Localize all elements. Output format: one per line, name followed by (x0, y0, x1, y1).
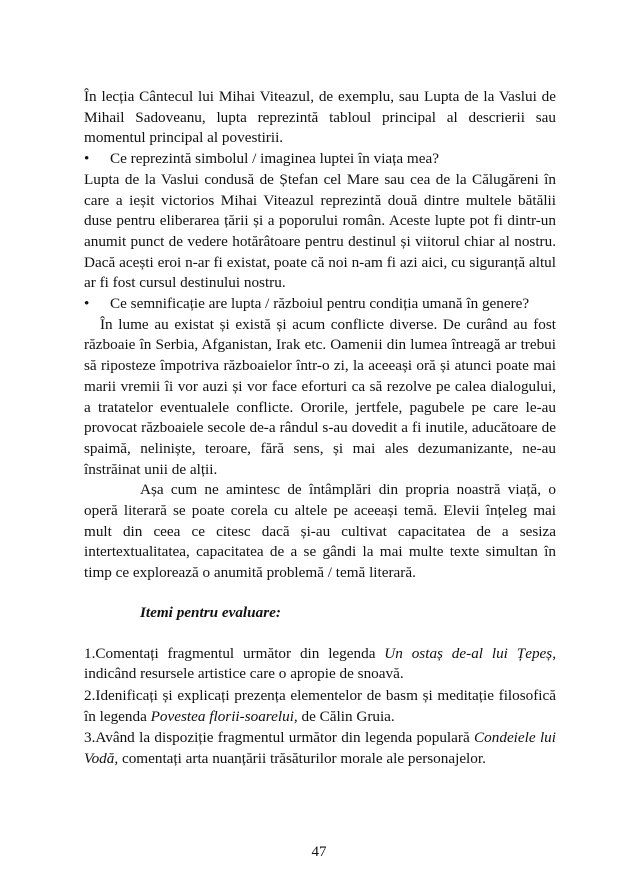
item-text: comentați arta nuanțării trăsăturilor morale ale personajelor. (118, 750, 486, 768)
paragraph-conflicts: În lume au existat și există și acum conflicte diverse. De curând au fost războaie în Serbia, Afganistan, Irak etc. Oamenii din lumea întreagă ar trebui să riposteze împotriva războaielor într-o zi, la aceeași oră și atunci poate mai marii vremii îi vor auzi și vor face eforturi ca să rezolve pe calea dialogului, a tratatelor eventualele conflicte. Ororile, jertfele, pagubele pe care le-au provocat războaiele secole de-a rândul s-au dovedit a fi inutile, aducătoare de spaimă, neliniște, teroare, fără sens, și mai ales dezumanizante, ne-au înstrăinat unii de alții. (84, 315, 556, 478)
bullet-question-text: Ce semnificație are lupta / războiul pentru condiția umană în genere? (110, 295, 530, 313)
item-work-title: Povestea florii-soarelui, (150, 707, 298, 725)
bullet-dot: • (84, 295, 90, 313)
evaluation-heading: Itemi pentru evaluare: (140, 603, 281, 621)
item-text: 3.Având la dispoziție fragmentul următor din legenda populară (84, 729, 475, 747)
document-page (84, 87, 556, 770)
bullet-question-symbol (84, 149, 556, 170)
bullet-question-text: Ce reprezintă simbolul / imaginea luptei în viața mea? (110, 150, 439, 168)
paragraph-intertextuality: Așa cum ne amintesc de întâmplări din propria noastră viață, o operă literară se poate corela cu altele pe aceeași temă. Elevii înțeleg mai mult din ceea ce citesc dacă și-au cultivat capacitatea de a sesiza intertextualitatea, capacitatea de a se gândi la mai multe texte simultan în timp ce explorează o anumită problemă / temă literară. (84, 481, 556, 582)
item-work-title: Condeiele lui Vodă, (84, 729, 556, 768)
evaluation-item-3 (84, 728, 556, 769)
evaluation-item-1 (84, 644, 556, 685)
bullet-dot: • (84, 150, 90, 168)
evaluation-item-2 (84, 686, 556, 727)
item-text: indicând resursele artistice care o apropie de snoavă. (84, 665, 404, 683)
bullet-question-war (84, 294, 556, 315)
item-text: de Călin Gruia. (297, 707, 395, 725)
item-text: 1.Comentați fragmentul următor din legenda (84, 644, 385, 662)
item-text: 2.Idenificați și explicați prezența elementelor de basm și meditație filosofică în legenda (84, 686, 556, 725)
page-number: 47 (311, 844, 327, 860)
paragraph-intro: În lecția Cântecul lui Mihai Viteazul, de exemplu, sau Lupta de la Vaslui de Mihail Sadoveanu, lupta reprezintă tabloul principal al descrierii sau momentul principal al povestirii. (84, 88, 556, 147)
paragraph-battles: Lupta de la Vaslui condusă de Ștefan cel Mare sau cea de la Călugăreni în care a ieșit victorios Mihai Viteazul reprezintă două dintre multele bătălii duse pentru eliberarea țării și a poporului român. Aceste lupte pot fi dintr-un anumit punct de vedere hotărâtoare pentru destinul și viitorul chiar al nostru. Dacă acești eroi n-ar fi existat, poate că noi n-am fi azi aici, cu siguranță altul ar fi fost cursul destinului nostru. (84, 170, 556, 292)
item-work-title: Un ostaș de-al lui Țepeș, (384, 644, 556, 662)
